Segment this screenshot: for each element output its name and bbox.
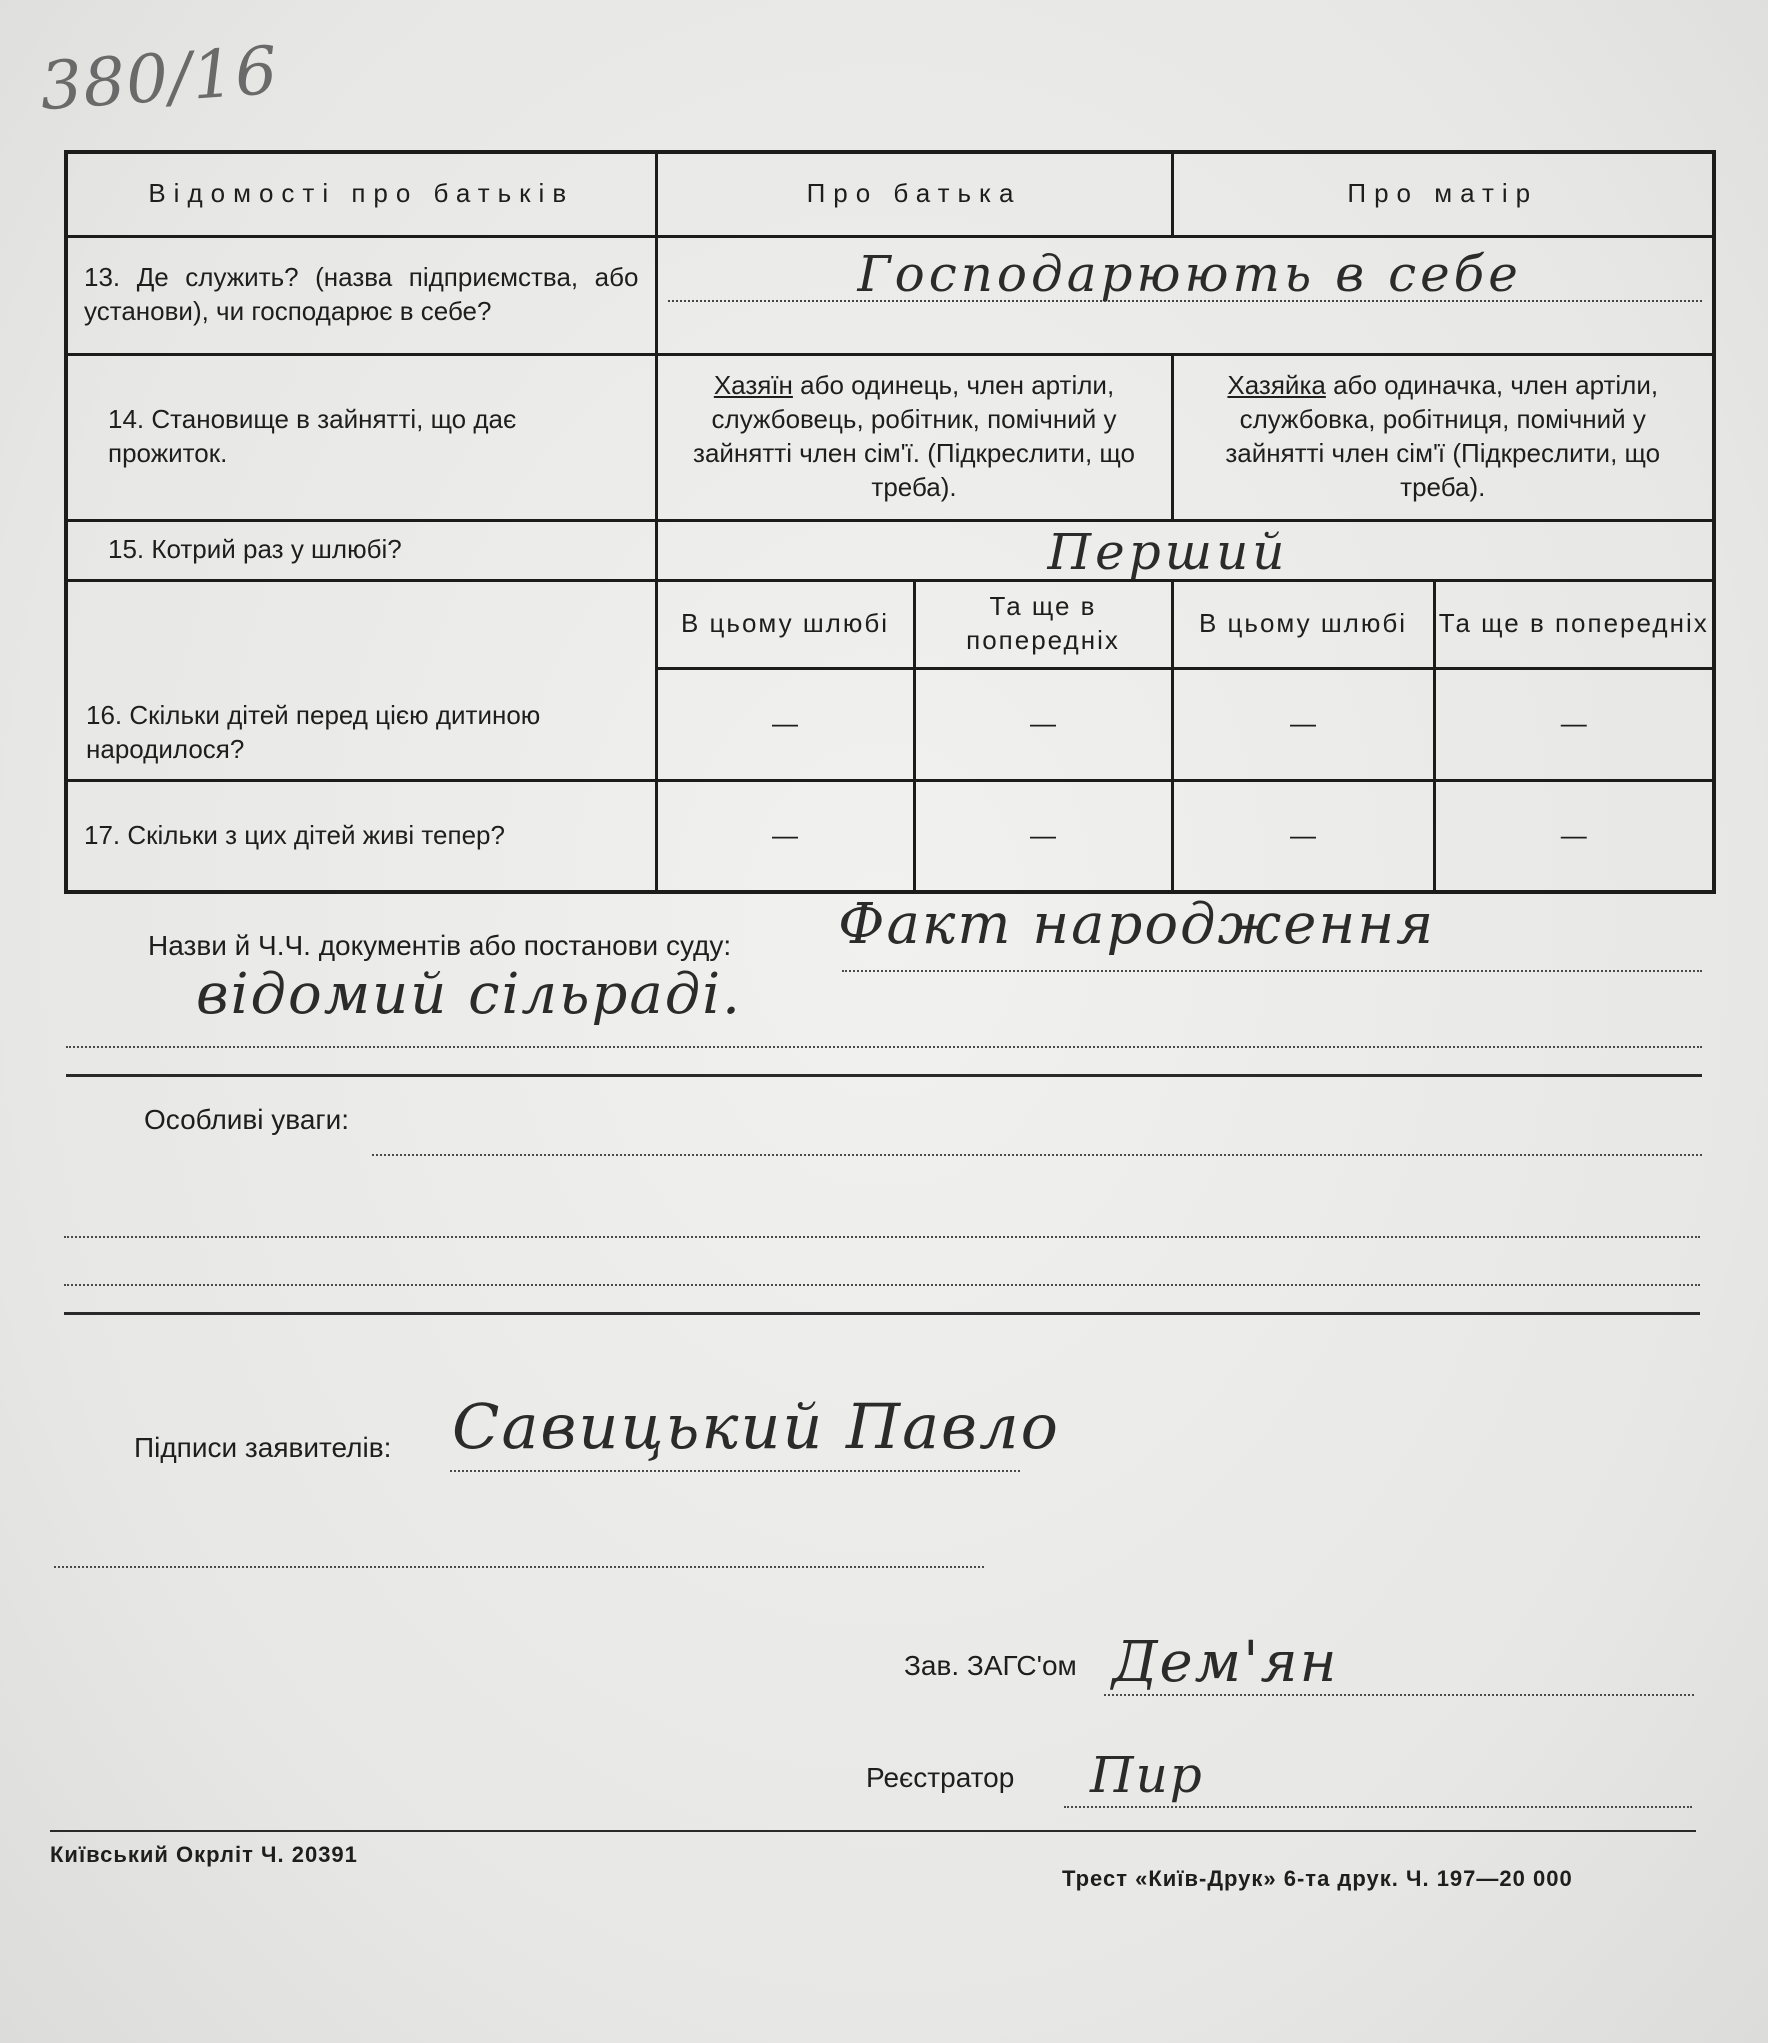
q17-label: 17. Скільки з цих дітей живі тепер?	[66, 780, 656, 892]
q15-label: 15. Котрий раз у шлюбі?	[66, 520, 656, 580]
q16-father-this: —	[656, 668, 914, 780]
q15-answer-cell	[656, 520, 1714, 580]
documents-label: Назви й Ч.Ч. документів або постанови суду:	[148, 930, 732, 961]
head-signature: Дем'ян	[1112, 1630, 1339, 1695]
sub-mother-this-marriage: В цьому шлюбі	[1172, 580, 1434, 668]
q16-label: 16. Скільки дітей перед цією дитиною народилося?	[66, 580, 656, 780]
footer-rule	[50, 1830, 1696, 1832]
signatures-label: Підписи заявителів:	[134, 1432, 392, 1463]
signatures-line-2	[54, 1566, 984, 1568]
documents-line-2	[66, 1046, 1702, 1048]
footer-print-info: Київський Окрліт Ч. 20391	[50, 1842, 358, 1867]
q16-father-prev: —	[914, 668, 1172, 780]
sub-mother-previous: Та ще в попередніх	[1434, 580, 1714, 668]
documents-line-1	[842, 970, 1702, 972]
q17-father-prev: —	[914, 780, 1172, 892]
sub-father-previous: Та ще в попередніх	[914, 580, 1172, 668]
q14-mother-text: або одиначка, член артіли, службовка, робітниця, помічний у зайнятті член сім'ї (Підкреслити, що треба).	[1225, 370, 1661, 502]
q14-father-text: або одинець, член артіли, службовець, робітник, помічний у зайнятті член сім'ї. (Підкреслити, що треба).	[693, 370, 1135, 502]
registrar-label: Реєстратор	[866, 1762, 1015, 1793]
remarks-rule	[64, 1312, 1700, 1315]
q16-mother-this: —	[1172, 668, 1434, 780]
registrar-signature: Пир	[1090, 1746, 1204, 1804]
registrar-signature-line	[1064, 1806, 1692, 1808]
header-father: Про батька	[656, 152, 1172, 236]
archive-number-note: 380/16	[37, 31, 281, 126]
q14-mother-options	[1172, 354, 1714, 520]
q14-mother-underlined: Хазяйка	[1227, 370, 1326, 401]
header-mother: Про матір	[1172, 152, 1714, 236]
q13-answer: Господарюють в себе	[857, 244, 1522, 303]
signatures-line-1	[450, 1470, 1020, 1472]
documents-rule	[66, 1074, 1702, 1077]
documents-answer-2: відомий сільраді.	[196, 962, 742, 1027]
remarks-line-3	[64, 1284, 1700, 1286]
documents-answer-1: Факт народження	[838, 892, 1436, 957]
remarks-label: Особливі уваги:	[144, 1104, 350, 1135]
q15-answer: Перший	[1047, 522, 1289, 581]
remarks-line-1	[372, 1154, 1702, 1156]
q14-label: 14. Становище в зайнятті, що дає прожиток.	[66, 354, 656, 520]
header-parents-info: Відомості про батьків	[66, 152, 656, 236]
q17-father-this: —	[656, 780, 914, 892]
q13-answer-cell	[656, 236, 1714, 354]
q14-father-options	[656, 354, 1172, 520]
remarks-line-2	[64, 1236, 1700, 1238]
sub-father-this-marriage: В цьому шлюбі	[656, 580, 914, 668]
parents-info-table	[64, 150, 1716, 894]
q16-mother-prev: —	[1434, 668, 1714, 780]
q13-label: 13. Де служить? (назва підприємства, або установи), чи господарює в себе?	[66, 236, 656, 354]
head-label: Зав. ЗАГС'ом	[904, 1650, 1077, 1681]
q17-mother-prev: —	[1434, 780, 1714, 892]
q17-mother-this: —	[1172, 780, 1434, 892]
q14-father-underlined: Хазяїн	[713, 370, 793, 401]
footer-trust-info: Трест «Київ-Друк» 6-та друк. Ч. 197—20 000	[1062, 1866, 1573, 1891]
applicant-signature: Савицький Павло	[452, 1390, 1060, 1463]
